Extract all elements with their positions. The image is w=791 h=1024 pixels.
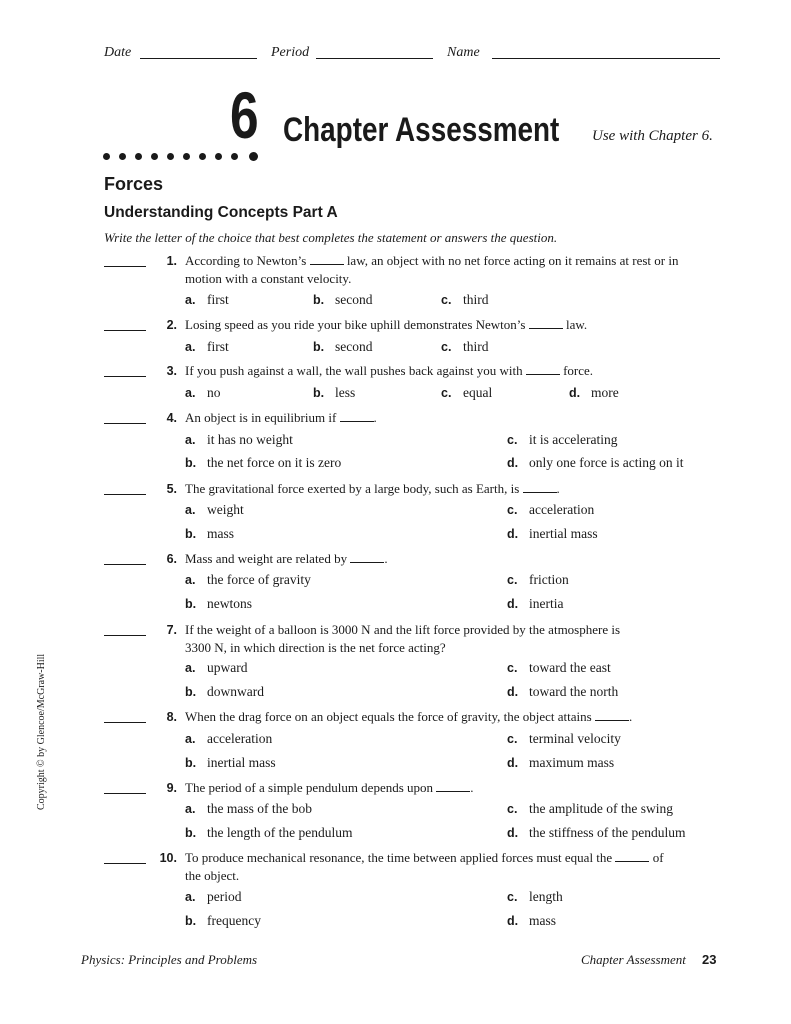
inline-blank xyxy=(350,552,384,563)
choice-letter: d. xyxy=(507,756,519,770)
choice-option[interactable] xyxy=(313,339,373,355)
choice-text: third xyxy=(463,339,489,354)
choice-option[interactable] xyxy=(507,755,614,771)
choice-text: acceleration xyxy=(207,731,273,746)
choice-option[interactable] xyxy=(185,660,248,676)
choice-option[interactable] xyxy=(441,292,489,308)
question-number: 5. xyxy=(166,482,177,496)
question-text-segment: law. xyxy=(565,317,588,332)
choice-text: second xyxy=(335,339,373,354)
choice-letter: a. xyxy=(185,340,196,354)
question-text-segment: law, an object with no net force acting on it remains at rest or in xyxy=(346,253,679,268)
choice-option[interactable] xyxy=(313,292,373,308)
choice-text: terminal velocity xyxy=(529,731,621,746)
answer-blank[interactable] xyxy=(104,863,146,864)
question-text xyxy=(185,621,725,657)
choice-letter: a. xyxy=(185,732,196,746)
choice-letter: d. xyxy=(507,685,519,699)
choice-letter: b. xyxy=(313,293,325,307)
choice-letter: a. xyxy=(185,802,196,816)
question-number: 10. xyxy=(159,851,177,865)
dot-row-decoration xyxy=(103,152,263,162)
question-text-segment: If the weight of a balloon is 3000 N and the lift force provided by the atmosphere is xyxy=(185,622,621,637)
answer-blank[interactable] xyxy=(104,423,146,424)
question-text xyxy=(185,252,725,288)
choice-text: period xyxy=(207,889,242,904)
question-number: 4. xyxy=(166,411,177,425)
question-text xyxy=(185,779,725,797)
question-text-segment: Mass and weight are related by xyxy=(185,551,348,566)
choice-option[interactable] xyxy=(185,684,264,700)
choice-text: maximum mass xyxy=(529,755,615,770)
choice-text: acceleration xyxy=(529,502,595,517)
inline-blank xyxy=(310,254,344,265)
choice-letter: d. xyxy=(507,826,519,840)
choice-letter: d. xyxy=(507,597,519,611)
choice-text: length xyxy=(529,889,563,904)
choice-letter: c. xyxy=(441,386,452,400)
choice-option[interactable] xyxy=(185,339,229,355)
choice-option[interactable] xyxy=(185,913,261,929)
choice-text: the amplitude of the swing xyxy=(529,801,673,816)
choice-option[interactable] xyxy=(507,526,598,542)
choice-text: it has no weight xyxy=(207,432,293,447)
choice-letter: c. xyxy=(507,802,518,816)
answer-blank[interactable] xyxy=(104,564,146,565)
choice-letter: b. xyxy=(185,914,197,928)
choice-text: less xyxy=(335,385,356,400)
choice-letter: a. xyxy=(185,890,196,904)
choice-option[interactable] xyxy=(185,455,341,471)
choice-text: inertial mass xyxy=(207,755,276,770)
choice-option[interactable] xyxy=(185,385,221,401)
question-text-segment: . xyxy=(628,709,633,724)
choice-text: equal xyxy=(463,385,493,400)
question-text-segment: of xyxy=(652,850,664,865)
choice-text: the stiffness of the pendulum xyxy=(529,825,686,840)
choice-option[interactable] xyxy=(185,572,311,588)
choice-text: newtons xyxy=(207,596,252,611)
choice-text: more xyxy=(591,385,619,400)
choice-letter: d. xyxy=(507,914,519,928)
choice-text: inertial mass xyxy=(529,526,598,541)
chapter-title: Chapter Assessment xyxy=(283,111,560,149)
period-label: Period xyxy=(271,45,310,60)
question-number: 8. xyxy=(166,710,177,724)
choice-option[interactable] xyxy=(507,825,685,841)
choice-text: it is accelerating xyxy=(529,432,618,447)
question-text-segment: Losing speed as you ride your bike uphill demonstrates Newton’s xyxy=(185,317,526,332)
choice-option[interactable] xyxy=(185,825,352,841)
choice-option[interactable] xyxy=(507,432,617,448)
question-text-segment: force. xyxy=(563,363,594,378)
choice-letter: a. xyxy=(185,386,196,400)
footer-book-title: Physics: Principles and Problems xyxy=(81,952,258,967)
choice-text: first xyxy=(207,339,229,354)
choice-text: toward the north xyxy=(529,684,619,699)
choice-text: friction xyxy=(529,572,569,587)
question-number: 2. xyxy=(166,318,177,332)
choice-option[interactable] xyxy=(185,801,312,817)
choice-option[interactable] xyxy=(185,596,252,612)
choice-text: the net force on it is zero xyxy=(207,455,342,470)
choice-letter: c. xyxy=(507,573,518,587)
choice-text: upward xyxy=(207,660,248,675)
choice-text: downward xyxy=(207,684,264,699)
choice-option[interactable] xyxy=(507,889,563,905)
question-text-segment: . xyxy=(373,410,377,425)
choice-option[interactable] xyxy=(185,731,272,747)
choice-letter: c. xyxy=(441,293,452,307)
answer-blank[interactable] xyxy=(104,330,146,331)
choice-letter: b. xyxy=(185,685,197,699)
choice-text: weight xyxy=(207,502,244,517)
choice-option[interactable] xyxy=(507,913,556,929)
page-number: 23 xyxy=(702,952,717,967)
choice-letter: c. xyxy=(507,503,518,517)
choice-text: mass xyxy=(207,526,234,541)
choice-option[interactable] xyxy=(507,684,618,700)
section-title: Forces xyxy=(104,174,164,194)
inline-blank xyxy=(340,411,374,422)
date-field[interactable] xyxy=(140,58,257,59)
choice-text: inertia xyxy=(529,596,564,611)
answer-blank[interactable] xyxy=(104,722,146,723)
choice-letter: b. xyxy=(313,386,325,400)
subsection-title: Understanding Concepts Part A xyxy=(104,204,338,221)
inline-blank xyxy=(595,710,629,721)
choice-letter: a. xyxy=(185,573,196,587)
question-text-segment: An object is in equilibrium if xyxy=(185,410,337,425)
inline-blank xyxy=(615,851,649,862)
choice-option[interactable] xyxy=(507,455,683,471)
answer-blank[interactable] xyxy=(104,793,146,794)
question-text-segment: If you push against a wall, the wall pushes back against you with xyxy=(185,363,523,378)
choice-letter: a. xyxy=(185,661,196,675)
question-text xyxy=(185,849,725,885)
question-number: 9. xyxy=(166,781,177,795)
inline-blank xyxy=(523,482,557,493)
choice-option[interactable] xyxy=(441,385,492,401)
question-text-segment: . xyxy=(384,551,388,566)
choice-option[interactable] xyxy=(507,502,594,518)
choice-letter: d. xyxy=(507,456,519,470)
question-text-segment: The gravitational force exerted by a large body, such as Earth, is xyxy=(185,481,520,496)
choice-text: frequency xyxy=(207,913,261,928)
question-number: 3. xyxy=(166,364,177,378)
choice-letter: d. xyxy=(569,386,581,400)
instructions: Write the letter of the choice that best completes the statement or answers the question. xyxy=(104,230,558,245)
choice-option[interactable] xyxy=(185,526,234,542)
choice-letter: a. xyxy=(185,433,196,447)
choice-option[interactable] xyxy=(185,502,244,518)
choice-text: toward the east xyxy=(529,660,611,675)
choice-text: the force of gravity xyxy=(207,572,311,587)
choice-text: third xyxy=(463,292,489,307)
question-text-segment: 3300 N, in which direction is the net force acting? xyxy=(185,640,446,655)
question-text-segment: motion with a constant velocity. xyxy=(185,271,352,286)
choice-option[interactable] xyxy=(185,889,242,905)
choice-letter: b. xyxy=(185,456,197,470)
choice-option[interactable] xyxy=(185,755,276,771)
period-field[interactable] xyxy=(316,58,433,59)
choice-letter: b. xyxy=(313,340,325,354)
choice-option[interactable] xyxy=(569,385,619,401)
question-text-segment: . xyxy=(470,780,474,795)
use-with-note: Use with Chapter 6. xyxy=(592,128,713,144)
question-text-segment: When the drag force on an object equals the force of gravity, the object attains xyxy=(185,709,592,724)
copyright-notice: Copyright © by Glencoe/McGraw-Hill xyxy=(36,653,47,810)
question-text-segment: . xyxy=(556,481,560,496)
answer-blank[interactable] xyxy=(104,266,146,267)
answer-blank[interactable] xyxy=(104,494,146,495)
date-label: Date xyxy=(104,45,132,60)
inline-blank xyxy=(529,318,563,329)
question-text xyxy=(185,708,725,726)
choice-option[interactable] xyxy=(507,660,611,676)
question-number: 6. xyxy=(166,552,177,566)
footer-section: Chapter Assessment xyxy=(581,952,686,967)
question-text xyxy=(185,480,725,498)
choice-letter: b. xyxy=(185,597,197,611)
question-text xyxy=(185,409,725,427)
answer-blank[interactable] xyxy=(104,635,146,636)
inline-blank xyxy=(526,364,560,375)
choice-option[interactable] xyxy=(441,339,489,355)
question-text-segment: To produce mechanical resonance, the time between applied forces must equal the xyxy=(185,850,613,865)
choice-letter: d. xyxy=(507,527,519,541)
question-text xyxy=(185,550,725,568)
choice-letter: c. xyxy=(441,340,452,354)
choice-option[interactable] xyxy=(185,432,293,448)
question-text xyxy=(185,362,725,380)
choice-text: only one force is acting on it xyxy=(529,455,684,470)
choice-option[interactable] xyxy=(507,731,621,747)
choice-letter: b. xyxy=(185,826,197,840)
choice-option[interactable] xyxy=(313,385,355,401)
choice-letter: c. xyxy=(507,661,518,675)
choice-option[interactable] xyxy=(507,596,563,612)
question-text xyxy=(185,316,725,334)
choice-letter: b. xyxy=(185,756,197,770)
choice-text: the length of the pendulum xyxy=(207,825,353,840)
choice-text: the mass of the bob xyxy=(207,801,312,816)
choice-option[interactable] xyxy=(185,292,229,308)
choice-letter: c. xyxy=(507,890,518,904)
choice-text: no xyxy=(207,385,221,400)
question-text-segment: the object. xyxy=(185,868,240,883)
name-label: Name xyxy=(447,45,480,60)
question-number: 1. xyxy=(166,254,177,268)
choice-text: first xyxy=(207,292,229,307)
choice-letter: a. xyxy=(185,503,196,517)
name-field[interactable] xyxy=(492,58,720,59)
choice-option[interactable] xyxy=(507,572,569,588)
choice-letter: c. xyxy=(507,732,518,746)
choice-text: mass xyxy=(529,913,556,928)
choice-text: second xyxy=(335,292,373,307)
question-text-segment: The period of a simple pendulum depends upon xyxy=(185,780,434,795)
choice-letter: b. xyxy=(185,527,197,541)
choice-letter: a. xyxy=(185,293,196,307)
choice-option[interactable] xyxy=(507,801,673,817)
inline-blank xyxy=(436,781,470,792)
chapter-number: 6 xyxy=(230,78,258,152)
question-number: 7. xyxy=(166,623,177,637)
question-text-segment: According to Newton’s xyxy=(185,253,307,268)
answer-blank[interactable] xyxy=(104,376,146,377)
choice-letter: c. xyxy=(507,433,518,447)
